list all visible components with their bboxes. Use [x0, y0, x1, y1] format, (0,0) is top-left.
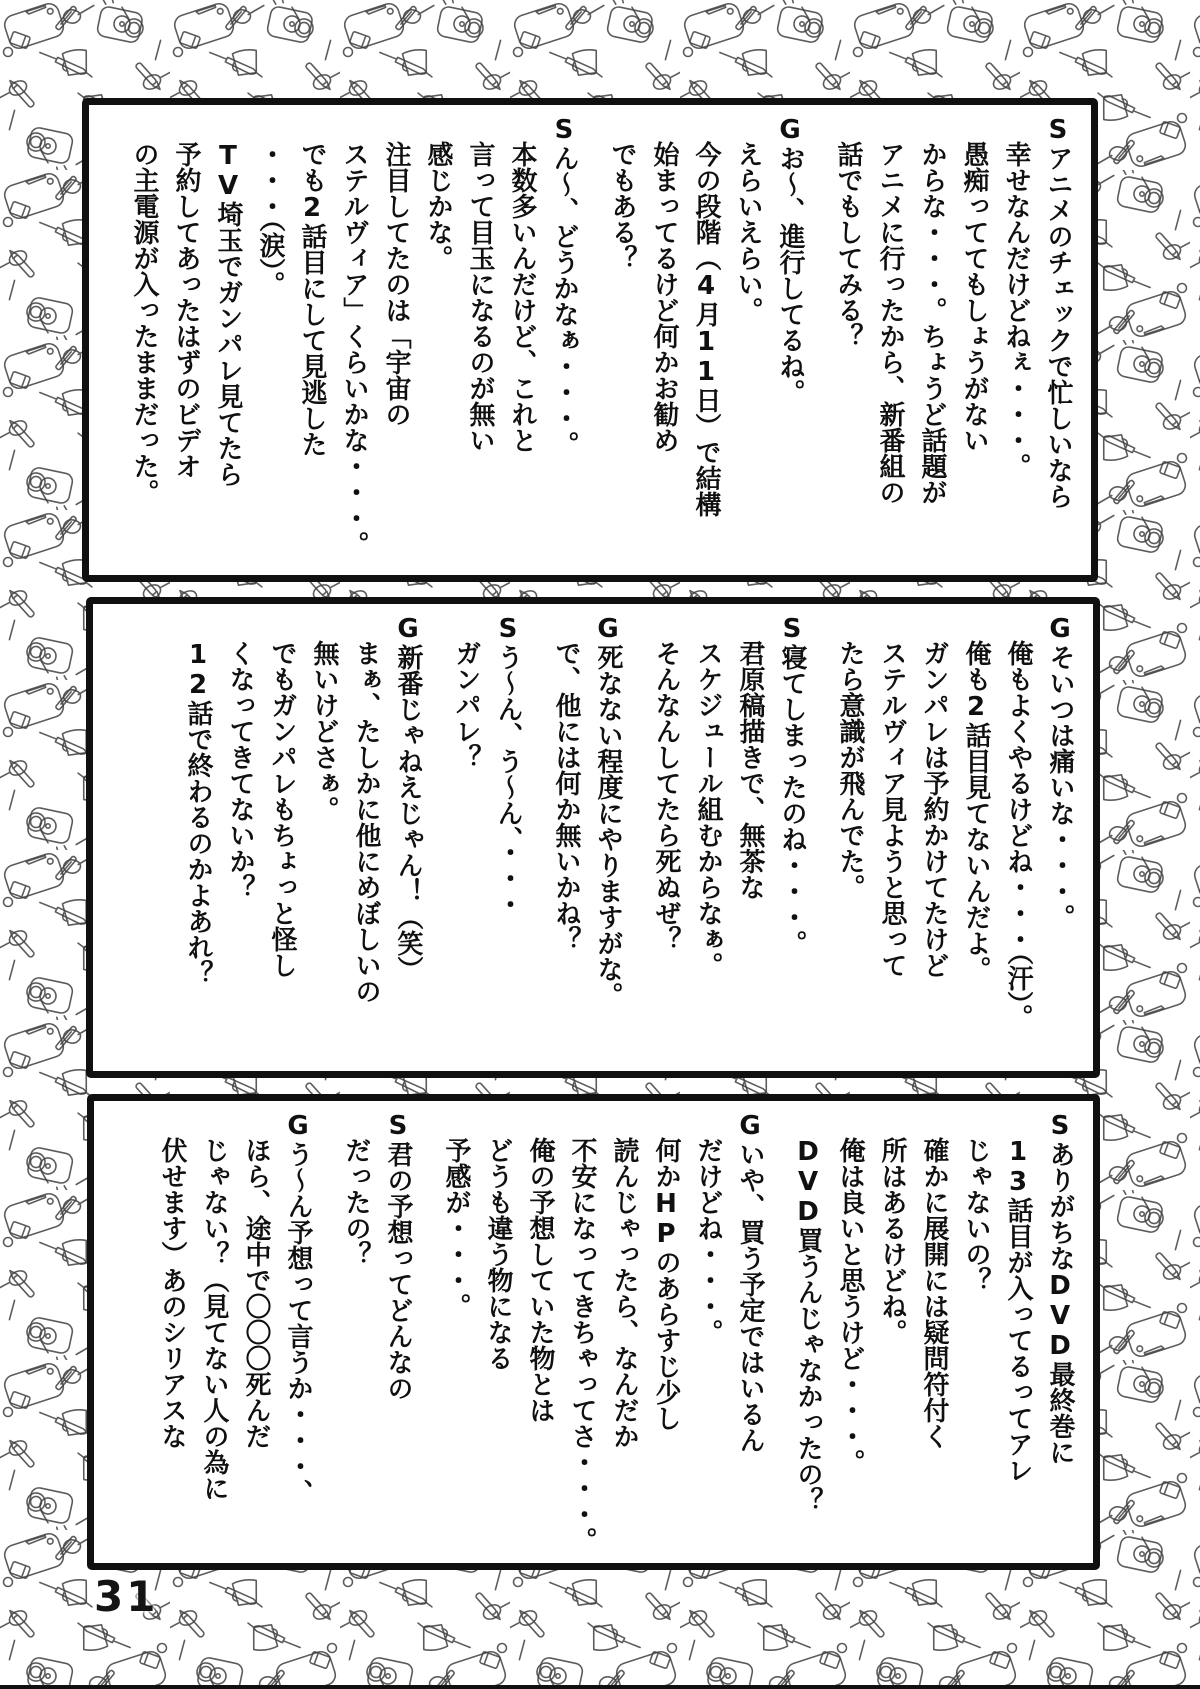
- dialog-column: 今の段階（4月11日）で結構: [691, 141, 721, 517]
- dialog-column: SありがちなDVD最終巻に: [1045, 1111, 1075, 1465]
- dialog-column: 予約してあったはずのビデオ: [171, 141, 201, 479]
- dialog-column: の主電源が入ったままだった。: [129, 141, 159, 505]
- dialog-column: Sん〜、どうかなぁ・・・。: [549, 115, 579, 457]
- dialog-column: 何かHPのあらすじ少し: [651, 1137, 681, 1431]
- dialog-column: DVD買うんじゃなかったの？: [793, 1137, 823, 1513]
- dialog-column: で、他には何か無いかね？: [551, 640, 581, 952]
- dialog-column: だったの？: [341, 1137, 371, 1267]
- dialog-box-middle: [86, 597, 1100, 1078]
- dialog-column: S君の予想ってどんなの: [383, 1111, 413, 1401]
- dialog-column: 愚痴っててもしょうがない: [959, 141, 989, 453]
- dialog-column: Sアニメのチェックで忙しいなら: [1043, 115, 1073, 509]
- dialog-column: 伏せます）あのシリアスな: [157, 1137, 187, 1449]
- dialog-column: ステルヴィア見ようと思って: [877, 640, 907, 978]
- dialog-column: くなってきてないか？: [225, 640, 255, 900]
- dialog-column: 不安になってきちゃってさ・・・。: [567, 1137, 597, 1553]
- dialog-column: 12話で終わるのかよあれ？: [183, 640, 213, 986]
- dialog-column: 確かに展開には疑問符付く: [919, 1137, 949, 1449]
- dialog-column: スケジュール組むからなぁ。: [693, 640, 723, 978]
- dialog-column: Gそいつは痛いな・・・。: [1045, 614, 1075, 930]
- dialog-column: まぁ、たしかに他にめぼしいの: [351, 640, 381, 1004]
- dialog-column: S寝てしまったのね・・・。: [777, 614, 807, 956]
- dialog-column: 13話目が入ってるってアレ: [1003, 1137, 1033, 1483]
- dialog-column: 本数多いんだけど、これと: [507, 141, 537, 453]
- dialog-column: G死なない程度にやりますがな。: [593, 614, 623, 1008]
- dialog-column: 無いけどさぁ。: [309, 640, 339, 822]
- dialog-column: だけどね・・・。: [693, 1137, 723, 1345]
- dialog-box-top: [82, 98, 1098, 582]
- dialog-column: じゃない？（見てない人の為に: [199, 1137, 229, 1501]
- dialog-column: TV埼玉でガンパレ見てたら: [213, 141, 243, 487]
- dialog-column: Gう〜ん予想って言うか・・・、: [283, 1111, 313, 1505]
- dialog-column: ・・・（涙）。: [255, 141, 285, 297]
- dialog-column: ほら、途中で〇〇〇死んだ: [241, 1137, 271, 1449]
- scan-edge-line: [0, 1685, 1200, 1689]
- dialog-column: 俺も2話目見てないんだよ。: [961, 640, 991, 982]
- dialog-column: たら意識が飛んでた。: [835, 640, 865, 900]
- dialog-column: 君原稿描きで、無茶な: [735, 640, 765, 900]
- dialog-column: アニメに行ったから、新番組の: [875, 141, 905, 505]
- page-number: 31: [94, 1572, 159, 1621]
- dialog-column: 注目してたのは「宇宙の: [381, 141, 411, 427]
- dialog-column: Sう〜ん、う〜ん、・・・: [493, 614, 523, 917]
- dialog-column: 幸せなんだけどねぇ・・・。: [1001, 141, 1031, 479]
- dialog-column: でも2話目にして見逃した: [297, 141, 327, 457]
- dialog-column: 俺の予想していた物とは: [525, 1137, 555, 1423]
- dialog-column: どうも違う物になる: [483, 1137, 513, 1371]
- dialog-column: じゃないの？: [961, 1137, 991, 1293]
- dialog-column: でもガンパレもちょっと怪し: [267, 640, 297, 978]
- dialog-column: 所はあるけどね。: [877, 1137, 907, 1345]
- dialog-column: G新番じゃねえじゃん！（笑）: [393, 614, 423, 982]
- dialog-column: でもある？: [607, 141, 637, 271]
- dialog-column: からな・・・。ちょうど話題が: [917, 141, 947, 505]
- dialog-column: Gお〜、進行してるね。: [775, 115, 805, 405]
- dialog-column: 俺は良いと思うけど・・・。: [835, 1137, 865, 1475]
- dialog-column: ステルヴィア」くらいかな・・・。: [339, 141, 369, 557]
- dialog-box-bottom: [87, 1094, 1100, 1570]
- dialog-column: 言って目玉になるのが無い: [465, 141, 495, 453]
- dialog-column: ガンパレ？: [451, 640, 481, 770]
- dialog-column: 始まってるけど何かお勧め: [649, 141, 679, 453]
- dialog-column: 俺もよくやるけどね・・・（汗）。: [1003, 640, 1033, 1030]
- dialog-column: 予感が・・・。: [441, 1137, 471, 1319]
- dialog-column: ガンパレは予約かけてたけど: [919, 640, 949, 978]
- dialog-column: Gいや、買う予定ではいるん: [735, 1111, 765, 1453]
- dialog-column: そんなんしてたら死ぬぜ？: [651, 640, 681, 952]
- dialog-column: 話でもしてみる？: [833, 141, 863, 349]
- dialog-column: えらいえらい。: [733, 141, 763, 323]
- dialog-column: 感じかな。: [423, 141, 453, 271]
- dialog-column: 読んじゃったら、なんだか: [609, 1137, 639, 1449]
